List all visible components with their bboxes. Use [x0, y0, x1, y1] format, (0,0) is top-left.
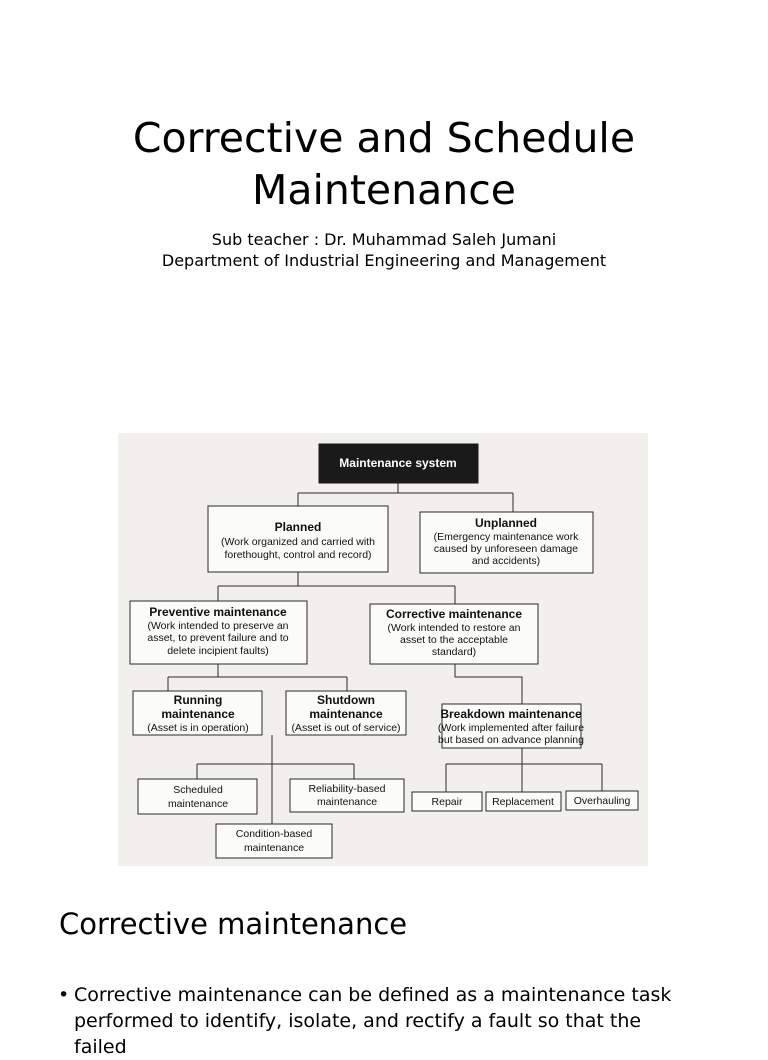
breakdown-desc-1: (Work implemented after failure — [437, 722, 585, 734]
running-title-2: maintenance — [161, 707, 235, 721]
condition-label-1: Condition-based — [235, 828, 313, 840]
shutdown-title-2: maintenance — [309, 707, 383, 721]
maintenance-system-diagram — [118, 433, 648, 866]
condition-label-2: maintenance — [243, 842, 305, 854]
breakdown-desc-2: but based on advance planning — [438, 734, 584, 746]
scheduled-label-2: maintenance — [167, 798, 229, 810]
slide-title — [0, 112, 768, 216]
corrective-desc-2: asset to the acceptable — [400, 634, 508, 646]
subtitle-department: Department of Industrial Engineering and Management — [161, 251, 607, 270]
preventive-desc-2: asset, to prevent failure and to — [147, 632, 289, 644]
preventive-desc-3: delete incipient faults) — [167, 645, 269, 657]
unplanned-desc-3: and accidents) — [471, 555, 541, 567]
overhauling-node — [566, 791, 638, 810]
corrective-title: Corrective maintenance — [385, 607, 523, 621]
shutdown-node — [286, 691, 406, 735]
running-node — [133, 691, 262, 735]
root-node — [319, 444, 478, 483]
preventive-title: Preventive maintenance — [149, 605, 287, 619]
replacement-label: Replacement — [492, 796, 554, 808]
planned-title: Planned — [274, 520, 322, 534]
slide-subtitle — [0, 229, 768, 271]
preventive-desc-1: (Work intended to preserve an — [147, 620, 289, 632]
scheduled-label-1: Scheduled — [173, 784, 223, 796]
corrective-desc-3: standard) — [431, 646, 477, 658]
condition-node — [216, 824, 332, 858]
running-desc: (Asset is in operation) — [147, 722, 249, 734]
overhauling-label: Overhauling — [573, 795, 631, 807]
unplanned-node — [420, 512, 593, 573]
shutdown-desc: (Asset is out of service) — [291, 722, 401, 734]
title-line-1: Corrective and Schedule — [132, 114, 636, 162]
planned-desc-2: forethought, control and record) — [224, 549, 372, 561]
bullet-item — [58, 982, 698, 1060]
preventive-node — [130, 601, 307, 664]
unplanned-title: Unplanned — [475, 516, 537, 530]
repair-label: Repair — [431, 796, 463, 808]
repair-node — [412, 792, 482, 811]
replacement-node — [486, 792, 561, 811]
section-heading: Corrective maintenance — [59, 907, 408, 941]
title-line-2: Maintenance — [251, 166, 517, 214]
reliability-label-2: maintenance — [316, 796, 378, 808]
unplanned-desc-1: (Emergency maintenance work — [433, 531, 579, 543]
bullet-text: Corrective maintenance can be defined as a maintenance task performed to identify, isolate, and rectify a fault so that the failed — [74, 984, 672, 1058]
root-label: Maintenance system — [339, 456, 457, 470]
bullet-marker: • — [58, 984, 70, 1006]
breakdown-title: Breakdown maintenance — [440, 707, 582, 721]
reliability-label-1: Reliability-based — [308, 783, 386, 795]
scheduled-node — [138, 779, 257, 814]
diagram-svg — [118, 433, 648, 866]
subtitle-teacher: Sub teacher : Dr. Muhammad Saleh Jumani — [211, 230, 557, 249]
running-title-1: Running — [173, 693, 223, 707]
corrective-desc-1: (Work intended to restore an — [387, 622, 521, 634]
unplanned-desc-2: caused by unforeseen damage — [433, 543, 579, 555]
reliability-node — [290, 779, 404, 812]
corrective-node — [370, 604, 538, 664]
planned-desc-1: (Work organized and carried with — [221, 536, 375, 548]
shutdown-title-1: Shutdown — [317, 693, 375, 707]
breakdown-node — [438, 704, 584, 748]
planned-node — [208, 506, 388, 572]
